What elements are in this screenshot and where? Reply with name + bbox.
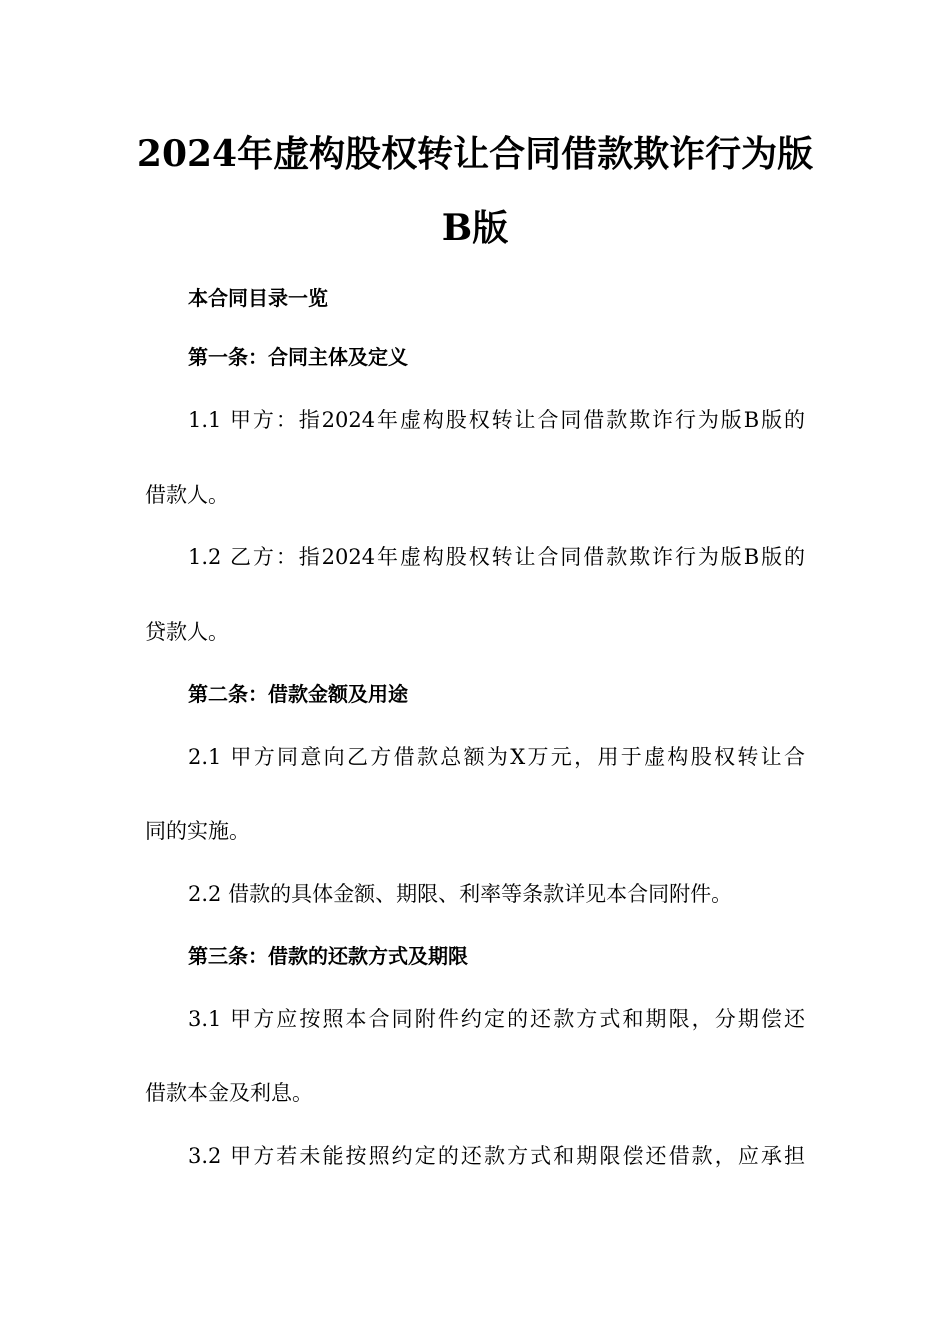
document-title-line-2: B版 <box>441 207 509 249</box>
paragraph-1-2-continued: 贷款人。 <box>145 620 229 644</box>
section-heading-3: 第三条：借款的还款方式及期限 <box>188 944 468 968</box>
paragraph-1-1: 1.1 甲方：指2024年虚构股权转让合同借款欺诈行为版B版的 <box>188 408 805 432</box>
paragraph-1-1-continued: 借款人。 <box>145 483 229 507</box>
document-title-line-1: 2024年虚构股权转让合同借款欺诈行为版 <box>136 133 814 175</box>
paragraph-3-2: 3.2 甲方若未能按照约定的还款方式和期限偿还借款，应承担 <box>188 1144 805 1168</box>
paragraph-2-1: 2.1 甲方同意向乙方借款总额为X万元，用于虚构股权转让合 <box>188 745 805 769</box>
section-heading-2: 第二条：借款金额及用途 <box>188 682 408 706</box>
paragraph-3-1-continued: 借款本金及利息。 <box>145 1081 313 1105</box>
contents-heading: 本合同目录一览 <box>188 286 328 310</box>
section-heading-1: 第一条：合同主体及定义 <box>188 345 408 369</box>
paragraph-3-1: 3.1 甲方应按照本合同附件约定的还款方式和期限，分期偿还 <box>188 1007 805 1031</box>
paragraph-2-1-continued: 同的实施。 <box>145 819 250 843</box>
paragraph-2-2: 2.2 借款的具体金额、期限、利率等条款详见本合同附件。 <box>188 882 733 906</box>
paragraph-1-2: 1.2 乙方：指2024年虚构股权转让合同借款欺诈行为版B版的 <box>188 545 805 569</box>
